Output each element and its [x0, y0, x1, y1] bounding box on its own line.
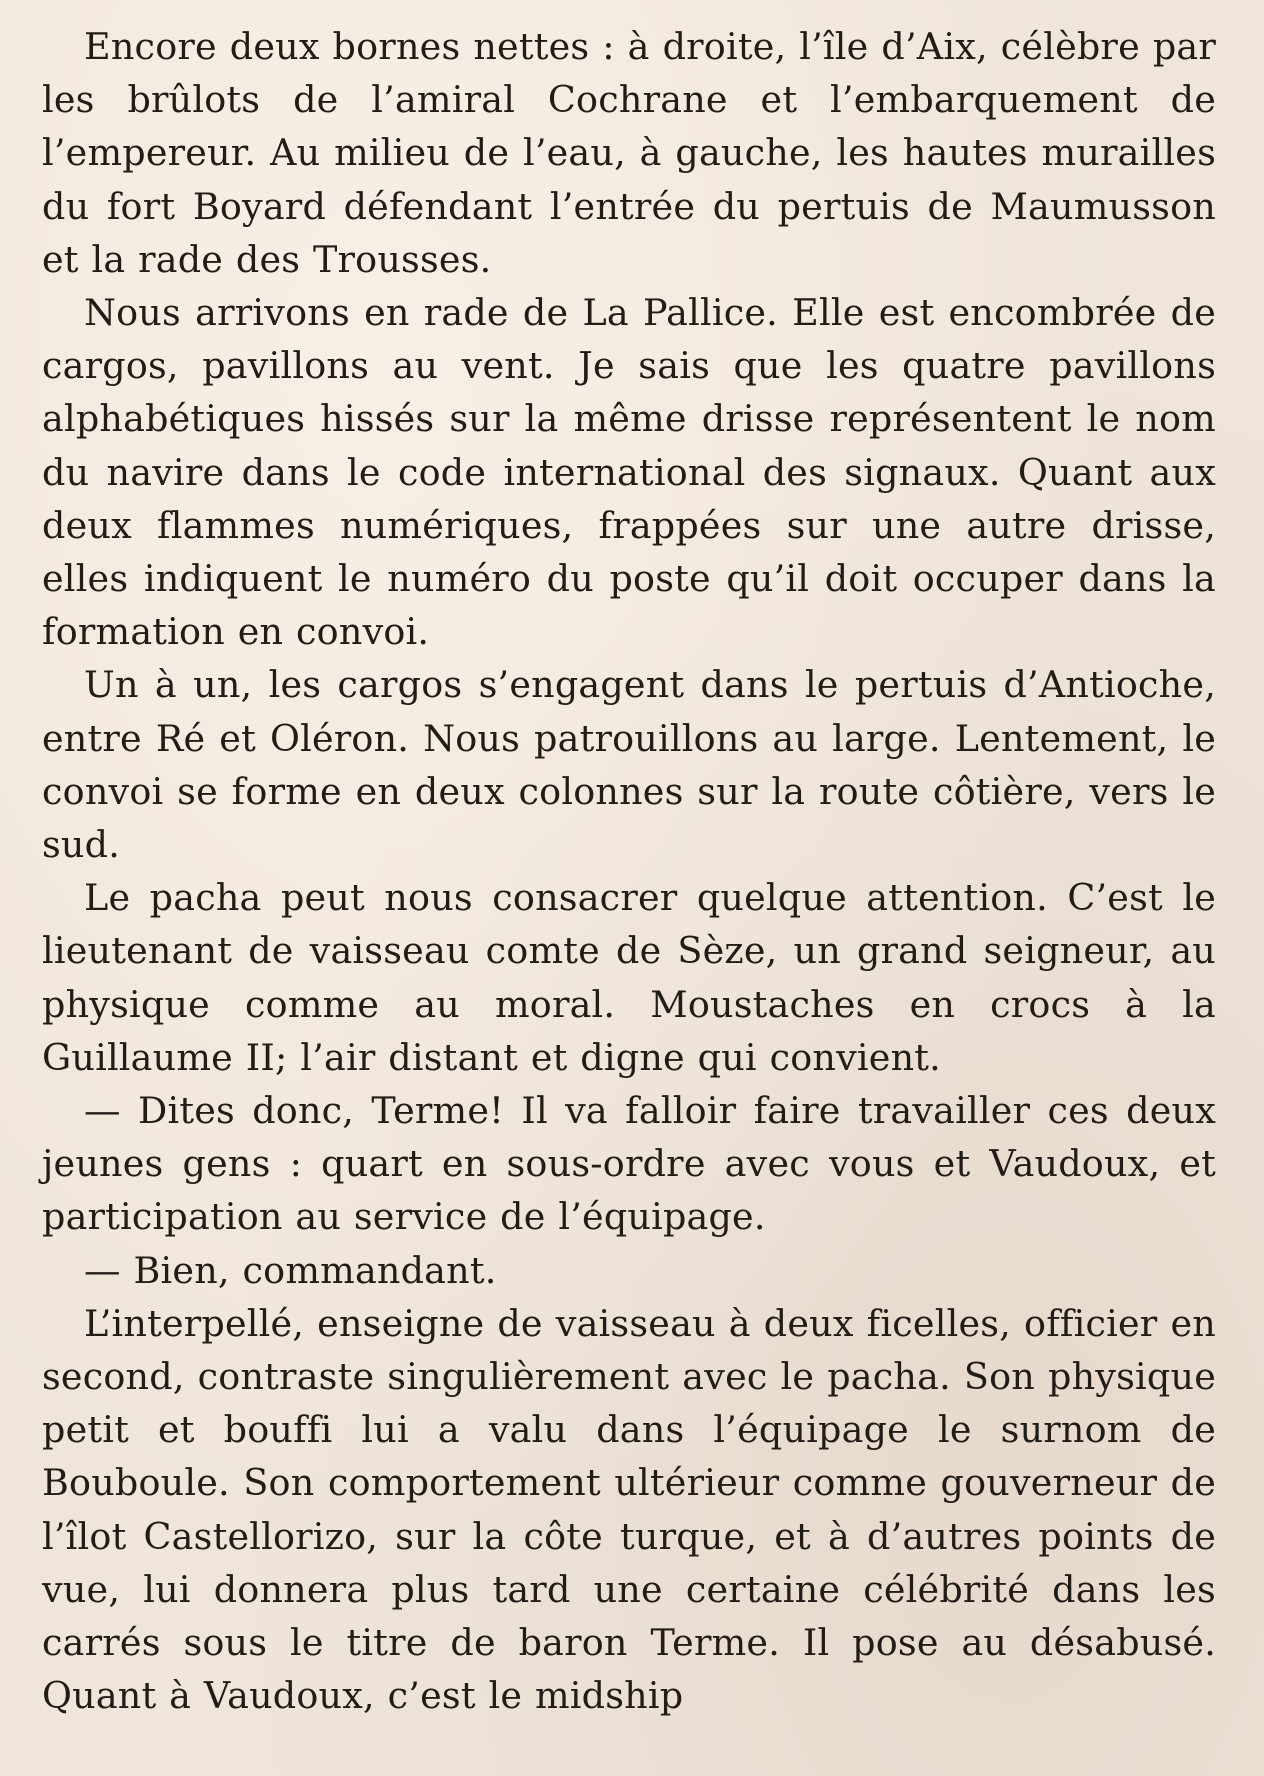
paragraph-6: — Bien, commandant.	[84, 1248, 497, 1292]
paragraph-7: L’interpellé, enseigne de vaisseau à deux ficelles, officier en second, contraste singulièrement avec le pacha. Son physique petit et bouffi lui a valu dans l’équipage le surnom de Bouboule. Son comportement ultérieur comme gouverneur de l’îlot Castellorizo, sur la côte turque, et à d’autres points de vue, lui donnera plus tard une certaine célébrité dans les carrés sous le titre de baron Terme. Il pose au désabusé. Quant à Vaudoux, c’est le midship	[42, 1301, 1216, 1718]
page-text	[42, 20, 1216, 1723]
paragraph-3: Un à un, les cargos s’engagent dans le pertuis d’Antioche, entre Ré et Oléron. Nous patrouillons au large. Lentement, le convoi se forme en deux colonnes sur la route côtière, vers le sud.	[42, 663, 1216, 867]
paragraph-4: Le pacha peut nous consacrer quelque attention. C’est le lieutenant de vaisseau comte de Sèze, un grand seigneur, au physique comme au moral. Moustaches en crocs à la Guillaume II; l’air distant et digne qui convient.	[42, 876, 1216, 1079]
paragraph-2: Nous arrivons en rade de La Pallice. Elle est encombrée de cargos, pavillons au vent. Je sais que les quatre pavillons alphabétiques hissés sur la même drisse représentent le nom du navire dans le code international des signaux. Quant aux deux flammes numériques, frappées sur une autre drisse, elles indiquent le numéro du poste qu’il doit occuper dans la formation en convoi.	[42, 291, 1216, 654]
paragraph-5: — Dites donc, Terme! Il va falloir faire travailler ces deux jeunes gens : quart en sous-ordre avec vous et Vaudoux, et participation au service de l’équipage.	[42, 1089, 1216, 1239]
paragraph-1: Encore deux bornes nettes : à droite, l’île d’Aix, célèbre par les brûlots de l’amiral Cochrane et l’embarquement de l’empereur. Au milieu de l’eau, à gauche, les hautes murailles du fort Boyard défendant l’entrée du pertuis de Maumusson et la rade des Trousses.	[42, 25, 1216, 281]
